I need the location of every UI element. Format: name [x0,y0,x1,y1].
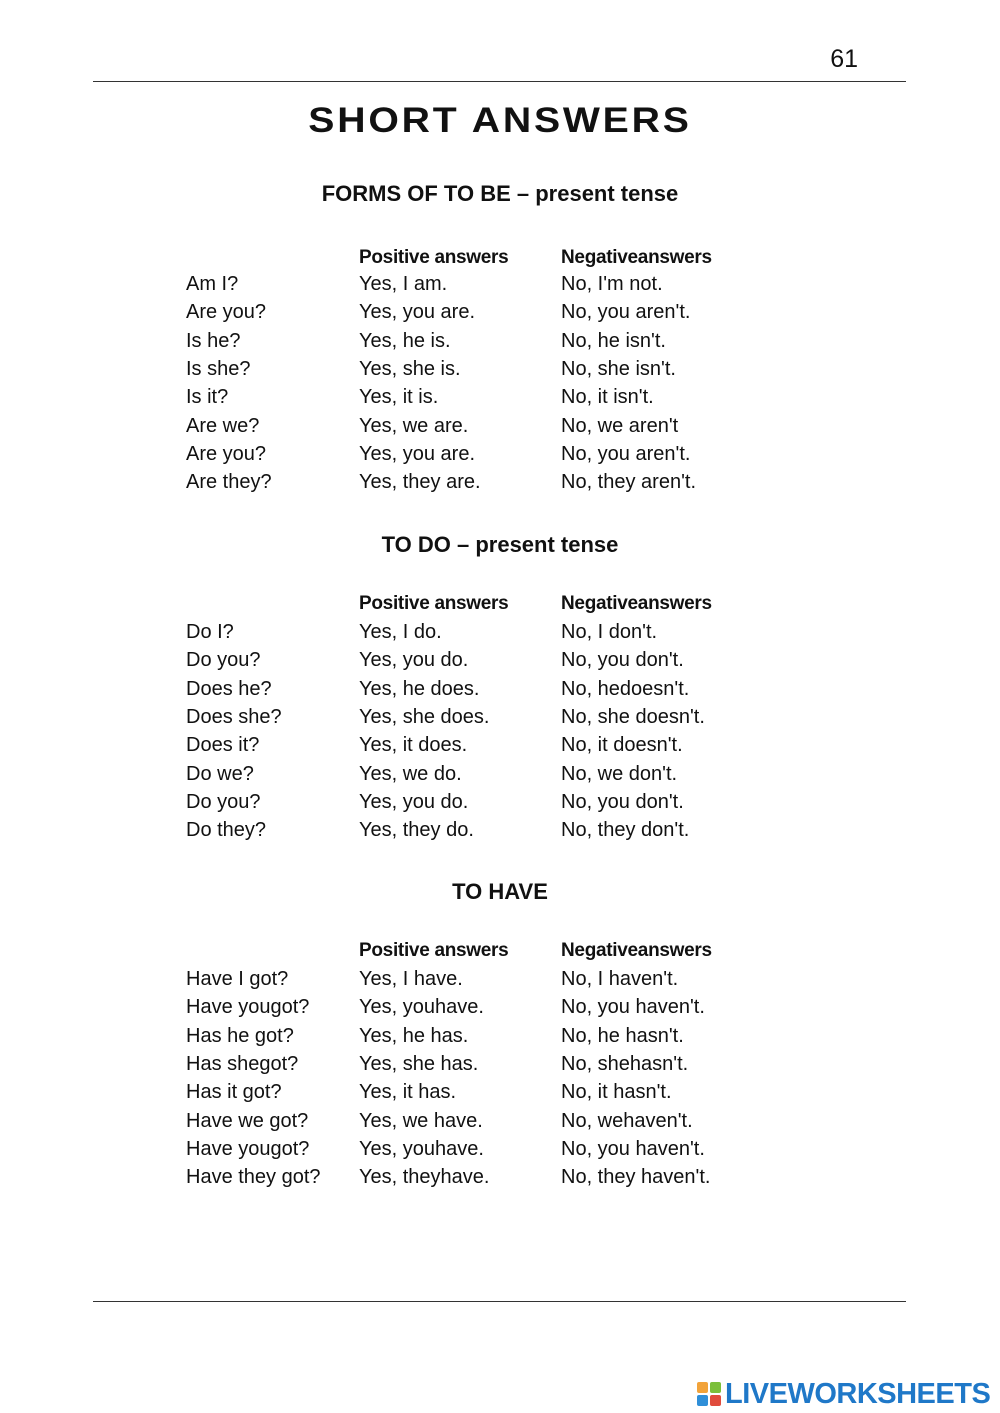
negative-answer-cell: No, you aren't. [561,301,691,323]
question-cell: Have they got? [186,1166,321,1188]
positive-answers-header: Positive answers [359,940,509,961]
negative-answer-cell: No, you haven't. [561,996,705,1018]
question-cell: Is it? [186,386,229,408]
question-cell: Have yougot? [186,996,310,1018]
negative-answer-cell: No, you don't. [561,649,684,671]
positive-answers-header: Positive answers [359,247,509,268]
positive-answer-cell: Yes, theyhave. [359,1166,490,1188]
negative-answers-header: Negativeanswers [561,247,712,268]
positive-answer-cell: Yes, it does. [359,734,468,756]
liveworksheets-logo-text: LIVEWORKSHEETS [725,1378,991,1410]
section-title: FORMS OF TO BE – present tense [321,181,679,206]
question-cell: Do you? [186,649,261,671]
section-title: TO HAVE [452,879,548,904]
positive-answer-cell: Yes, they are. [359,471,481,493]
negative-answer-cell: No, she doesn't. [561,706,705,728]
positive-answer-cell: Yes, she does. [359,706,490,728]
question-cell: Are we? [186,415,260,437]
question-cell: Do they? [186,819,267,841]
negative-answer-cell: No, it doesn't. [561,734,683,756]
question-cell: Do I? [186,621,234,643]
negative-answer-cell: No, you haven't. [561,1138,705,1160]
question-cell: Are you? [186,443,267,465]
negative-answers-header: Negativeanswers [561,940,712,961]
negative-answer-cell: No, she isn't. [561,358,676,380]
positive-answer-cell: Yes, you are. [359,301,476,323]
logo-square-2 [710,1382,721,1393]
positive-answer-cell: Yes, I have. [359,968,463,990]
question-cell: Has shegot? [186,1053,299,1075]
positive-answer-cell: Yes, we do. [359,763,462,785]
page-title: SHORT ANSWERS [308,101,692,140]
bottom-divider [93,1301,906,1302]
question-cell: Does he? [186,678,272,700]
negative-answer-cell: No, they don't. [561,819,690,841]
positive-answer-cell: Yes, I am. [359,273,448,295]
section-title: TO DO – present tense [381,532,619,557]
positive-answer-cell: Yes, he has. [359,1025,469,1047]
negative-answer-cell: No, wehaven't. [561,1110,693,1132]
negative-answers-header: Negativeanswers [561,593,712,614]
negative-answer-cell: No, he hasn't. [561,1025,684,1047]
positive-answer-cell: Yes, she is. [359,358,461,380]
logo-square-1 [697,1382,708,1393]
question-cell: Are you? [186,301,267,323]
negative-answer-cell: No, he isn't. [561,330,666,352]
negative-answer-cell: No, I don't. [561,621,658,643]
negative-answer-cell: No, they aren't. [561,471,696,493]
question-cell: Does it? [186,734,260,756]
positive-answer-cell: Yes, you do. [359,649,469,671]
logo-square-3 [697,1395,708,1406]
positive-answer-cell: Yes, he does. [359,678,480,700]
positive-answer-cell: Yes, you are. [359,443,476,465]
positive-answer-cell: Yes, you do. [359,791,469,813]
negative-answer-cell: No, I haven't. [561,968,679,990]
positive-answer-cell: Yes, they do. [359,819,474,841]
negative-answer-cell: No, shehasn't. [561,1053,689,1075]
negative-answer-cell: No, you aren't. [561,443,691,465]
positive-answer-cell: Yes, youhave. [359,1138,484,1160]
positive-answer-cell: Yes, youhave. [359,996,484,1018]
negative-answer-cell: No, it isn't. [561,386,654,408]
positive-answer-cell: Yes, we have. [359,1110,483,1132]
positive-answer-cell: Yes, it has. [359,1081,457,1103]
question-cell: Is he? [186,330,241,352]
negative-answer-cell: No, they haven't. [561,1166,711,1188]
question-cell: Have I got? [186,968,289,990]
negative-answer-cell: No, we aren't [561,415,679,437]
question-cell: Am I? [186,273,239,295]
positive-answers-header: Positive answers [359,593,509,614]
liveworksheets-logo [697,1377,990,1411]
liveworksheets-logo-icon [697,1382,721,1406]
question-cell: Are they? [186,471,272,493]
question-cell: Has he got? [186,1025,294,1047]
question-cell: Do you? [186,791,261,813]
negative-answer-cell: No, we don't. [561,763,678,785]
negative-answer-cell: No, hedoesn't. [561,678,690,700]
positive-answer-cell: Yes, I do. [359,621,442,643]
question-cell: Have we got? [186,1110,309,1132]
logo-square-4 [710,1395,721,1406]
negative-answer-cell: No, you don't. [561,791,684,813]
question-cell: Has it got? [186,1081,282,1103]
positive-answer-cell: Yes, he is. [359,330,451,352]
question-cell: Have yougot? [186,1138,310,1160]
page-number: 61 [830,45,858,73]
positive-answer-cell: Yes, she has. [359,1053,479,1075]
question-cell: Does she? [186,706,282,728]
top-divider [93,81,906,82]
question-cell: Do we? [186,763,254,785]
negative-answer-cell: No, it hasn't. [561,1081,672,1103]
positive-answer-cell: Yes, it is. [359,386,439,408]
positive-answer-cell: Yes, we are. [359,415,469,437]
question-cell: Is she? [186,358,251,380]
negative-answer-cell: No, I'm not. [561,273,663,295]
